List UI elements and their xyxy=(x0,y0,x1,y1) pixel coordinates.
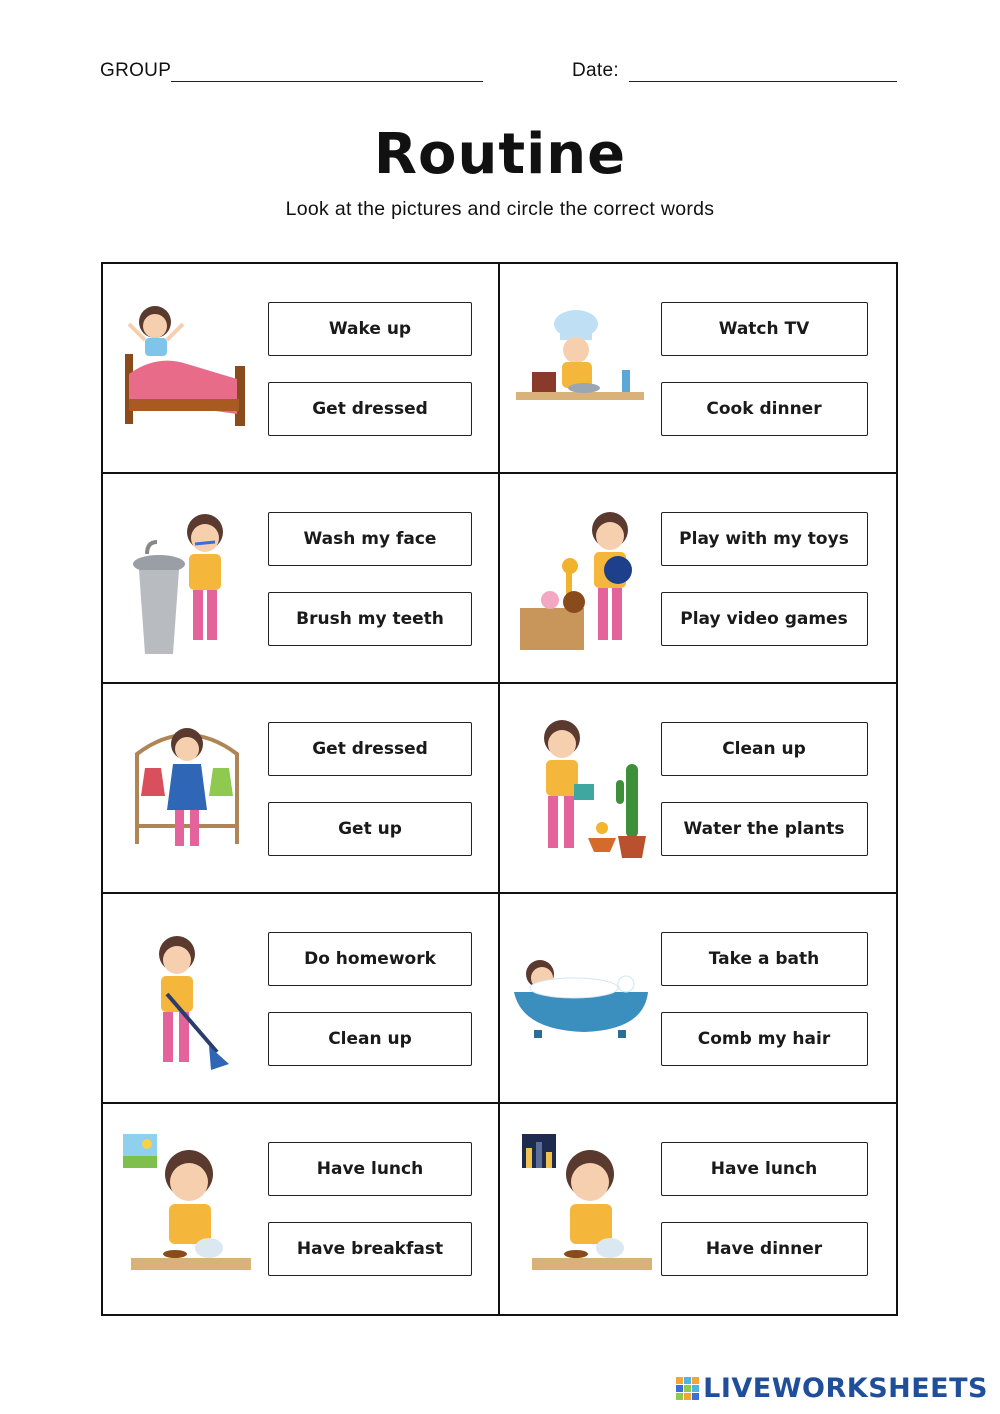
exercise-cell xyxy=(500,684,897,894)
girl-watering-plants-illustration xyxy=(514,714,654,864)
answer-option[interactable]: Comb my hair xyxy=(661,1012,868,1066)
exercise-grid xyxy=(101,262,898,1316)
liveworksheets-brand xyxy=(676,1373,988,1404)
answer-option[interactable]: Play with my toys xyxy=(661,512,868,566)
answer-option[interactable]: Do homework xyxy=(268,932,472,986)
exercise-cell xyxy=(500,474,897,684)
group-field xyxy=(100,60,483,82)
date-label: Date: xyxy=(572,60,619,81)
group-blank-line[interactable] xyxy=(171,61,483,82)
answer-option[interactable]: Have lunch xyxy=(661,1142,868,1196)
exercise-cell xyxy=(103,474,500,684)
answer-option[interactable]: Cook dinner xyxy=(661,382,868,436)
date-field xyxy=(572,60,897,82)
exercise-cell xyxy=(103,264,500,474)
answer-option[interactable]: Water the plants xyxy=(661,802,868,856)
girl-eating-daytime-illustration xyxy=(117,1134,257,1284)
girl-at-clothes-rack-illustration xyxy=(117,714,257,864)
girl-in-bathtub-illustration xyxy=(514,924,654,1074)
answer-option[interactable]: Wake up xyxy=(268,302,472,356)
answer-option[interactable]: Have dinner xyxy=(661,1222,868,1276)
worksheet-instructions: Look at the pictures and circle the correct words xyxy=(285,198,715,220)
worksheet-title: Routine xyxy=(373,122,627,187)
answer-option[interactable]: Play video games xyxy=(661,592,868,646)
answer-option[interactable]: Brush my teeth xyxy=(268,592,472,646)
girl-brushing-teeth-at-sink-illustration xyxy=(117,504,257,654)
girl-sweeping-with-mop-illustration xyxy=(117,924,257,1074)
answer-option[interactable]: Get up xyxy=(268,802,472,856)
answer-option[interactable]: Clean up xyxy=(268,1012,472,1066)
exercise-cell xyxy=(103,684,500,894)
exercise-cell xyxy=(500,264,897,474)
answer-option[interactable]: Get dressed xyxy=(268,722,472,776)
exercise-cell xyxy=(103,894,500,1104)
exercise-cell xyxy=(500,1104,897,1314)
brand-name: LIVEWORKSHEETS xyxy=(703,1373,988,1404)
exercise-cell xyxy=(500,894,897,1104)
girl-cooking-with-chef-hat-illustration xyxy=(514,294,654,444)
group-label: GROUP xyxy=(100,60,172,81)
exercise-cell xyxy=(103,1104,500,1314)
girl-with-toy-box-and-ball-illustration xyxy=(514,504,654,654)
liveworksheets-logo-icon xyxy=(676,1377,699,1400)
answer-option[interactable]: Watch TV xyxy=(661,302,868,356)
answer-option[interactable]: Wash my face xyxy=(268,512,472,566)
answer-option[interactable]: Get dressed xyxy=(268,382,472,436)
answer-option[interactable]: Take a bath xyxy=(661,932,868,986)
answer-option[interactable]: Clean up xyxy=(661,722,868,776)
answer-option[interactable]: Have breakfast xyxy=(268,1222,472,1276)
answer-option[interactable]: Have lunch xyxy=(268,1142,472,1196)
date-blank-line[interactable] xyxy=(629,61,897,82)
girl-waking-up-in-bed-illustration xyxy=(117,294,257,444)
girl-eating-nighttime-illustration xyxy=(514,1134,654,1284)
